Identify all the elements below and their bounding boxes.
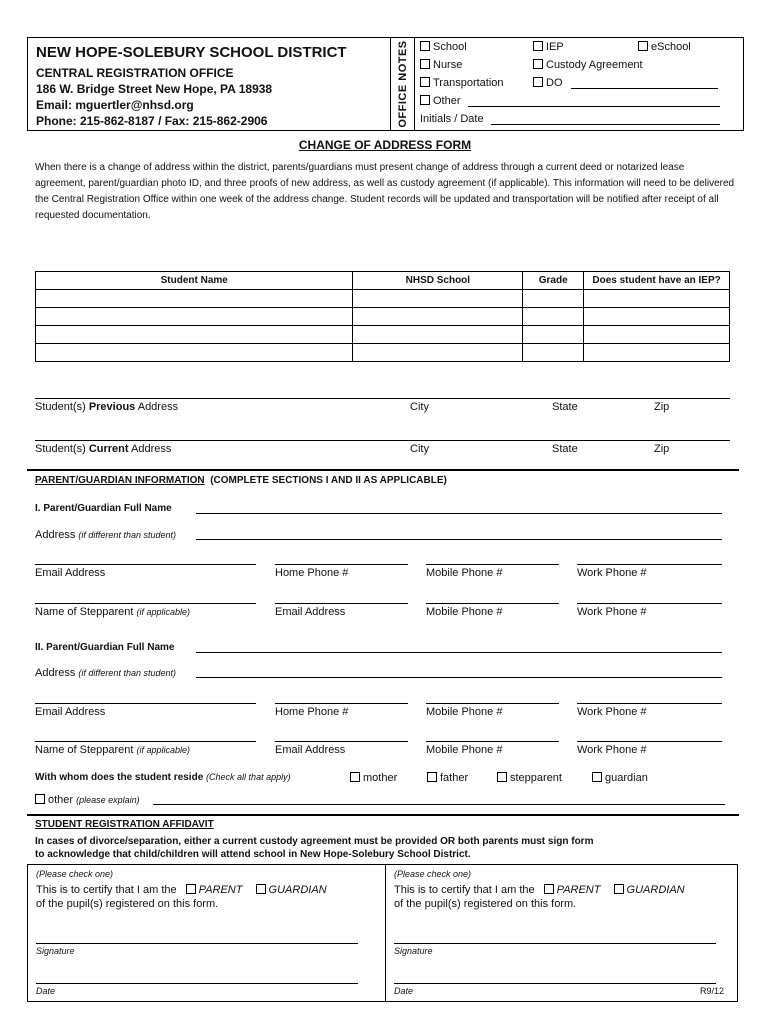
s1-home-line[interactable] [275, 564, 408, 565]
left-check-note: (Please check one) [36, 869, 114, 879]
s2-step-work-label: Work Phone # [577, 744, 647, 756]
checkbox[interactable] [544, 884, 554, 894]
left-guardian-option[interactable]: GUARDIAN [256, 884, 327, 896]
current-address-line[interactable] [35, 440, 730, 441]
reside-father[interactable]: father [427, 772, 468, 784]
office-address: 186 W. Bridge Street New Hope, PA 18938 [36, 82, 273, 96]
s2-work-line[interactable] [577, 703, 722, 704]
initials-line[interactable] [491, 124, 720, 125]
right-of-pupils: of the pupil(s) registered on this form. [394, 898, 577, 910]
s1-step-label: Name of Stepparent (if applicable) [35, 606, 191, 618]
s2-step-line[interactable] [35, 741, 256, 742]
s1-step-work-line[interactable] [577, 603, 722, 604]
s1-home-label: Home Phone # [275, 567, 349, 579]
reside-stepparent[interactable]: stepparent [497, 772, 562, 784]
checkbox[interactable] [497, 772, 507, 782]
s2-step-email-line[interactable] [275, 741, 408, 742]
s1-step-email-label: Email Address [275, 606, 346, 618]
other-line[interactable] [468, 106, 720, 107]
s1-mobile-line[interactable] [426, 564, 559, 565]
checkbox[interactable] [638, 41, 648, 51]
s2-work-label: Work Phone # [577, 706, 647, 718]
s2-email-line[interactable] [35, 703, 256, 704]
office-email: Email: mguertler@nhsd.org [36, 98, 194, 112]
header-box [27, 37, 744, 131]
checkbox[interactable] [256, 884, 266, 894]
form-title: CHANGE OF ADDRESS FORM [298, 138, 472, 152]
current-address-label: Student(s) Current Address [35, 443, 172, 455]
office-notes-label: OFFICE NOTES [391, 38, 415, 130]
student-table [35, 271, 730, 362]
left-certify: This is to certify that I am the PARENT GUARDIAN [36, 884, 327, 896]
left-of-pupils: of the pupil(s) registered on this form. [36, 898, 219, 910]
s2-step-work-line[interactable] [577, 741, 722, 742]
section2-address-line[interactable] [196, 677, 722, 678]
s2-step-email-label: Email Address [275, 744, 346, 756]
notes-other[interactable]: Other [420, 95, 461, 107]
notes-transportation[interactable]: Transportation [420, 77, 504, 89]
notes-iep[interactable]: IEP [533, 41, 564, 53]
checkbox[interactable] [592, 772, 602, 782]
checkbox[interactable] [427, 772, 437, 782]
s1-mobile-label: Mobile Phone # [426, 567, 503, 579]
notes-nurse[interactable]: Nurse [420, 59, 462, 71]
notes-initials: Initials / Date [420, 113, 484, 125]
parent-heading: PARENT/GUARDIAN INFORMATION (COMPLETE SECTIONS I AND II AS APPLICABLE) [35, 475, 447, 486]
right-date-line[interactable] [394, 983, 716, 984]
right-signature-line[interactable] [394, 943, 716, 944]
s2-step-label: Name of Stepparent (if applicable) [35, 744, 191, 756]
reside-mother[interactable]: mother [350, 772, 397, 784]
notes-do[interactable]: DO [533, 77, 563, 89]
left-parent-option[interactable]: PARENT [186, 884, 243, 896]
reside-other[interactable]: other (please explain) [35, 794, 140, 806]
s2-step-mobile-line[interactable] [426, 741, 559, 742]
section-divider [27, 469, 739, 471]
previous-state-label: State [552, 401, 578, 413]
left-date-label: Date [36, 986, 56, 996]
table-row[interactable] [36, 290, 730, 308]
intro-paragraph: When there is a change of address within the district, parents/guardians must present change of address through a current deed or notarized lease agreement, parent/guardian photo ID, and three proofs of new address, as well as custody agreement (if applicable). This information will need to be delivered the Central Registration Office within one week of the address change. Student records will be updated and transportation will be notified after receipt of all requested documentation. [35, 162, 735, 221]
s2-mobile-line[interactable] [426, 703, 559, 704]
office-phone: Phone: 215-862-8187 / Fax: 215-862-2906 [36, 114, 268, 128]
district-name: NEW HOPE-SOLEBURY SCHOOL DISTRICT [36, 44, 347, 61]
section1-name-line[interactable] [196, 513, 722, 514]
right-check-note: (Please check one) [394, 869, 472, 879]
checkbox[interactable] [186, 884, 196, 894]
checkbox[interactable] [533, 77, 543, 87]
right-parent-option[interactable]: PARENT [544, 884, 601, 896]
checkbox[interactable] [614, 884, 624, 894]
col-nhsd-school: NHSD School [353, 272, 523, 290]
current-zip-label: Zip [654, 443, 670, 455]
right-certify: This is to certify that I am the PARENT GUARDIAN [394, 884, 685, 896]
affidavit-heading: STUDENT REGISTRATION AFFIDAVIT [35, 819, 214, 830]
affidavit-line1: In cases of divorce/separation, either a current custody agreement must be provided OR both parents must sign form [35, 836, 594, 847]
checkbox[interactable] [420, 59, 430, 69]
s1-step-mobile-label: Mobile Phone # [426, 606, 503, 618]
s2-mobile-label: Mobile Phone # [426, 706, 503, 718]
s2-email-label: Email Address [35, 706, 106, 718]
current-city-label: City [410, 443, 429, 455]
s1-step-line[interactable] [35, 603, 256, 604]
reside-guardian[interactable]: guardian [592, 772, 648, 784]
checkbox[interactable] [420, 95, 430, 105]
checkbox[interactable] [420, 41, 430, 51]
col-student-name: Student Name [36, 272, 353, 290]
s1-step-email-line[interactable] [275, 603, 408, 604]
notes-custody[interactable]: Custody Agreement [533, 59, 643, 71]
s2-step-mobile-label: Mobile Phone # [426, 744, 503, 756]
checkbox[interactable] [35, 794, 45, 804]
s1-step-work-label: Work Phone # [577, 606, 647, 618]
section2-label: II. Parent/Guardian Full Name [35, 642, 175, 653]
previous-address-label: Student(s) Previous Address [35, 401, 179, 413]
checkbox[interactable] [350, 772, 360, 782]
other-explain-line[interactable] [153, 804, 725, 805]
right-date-label: Date [394, 986, 414, 996]
col-grade: Grade [523, 272, 584, 290]
do-line[interactable] [571, 88, 718, 89]
section1-address-label: Address (if different than student) [35, 529, 176, 541]
notes-school[interactable]: School [420, 41, 467, 53]
notes-eschool[interactable]: eSchool [638, 41, 691, 53]
s2-home-label: Home Phone # [275, 706, 349, 718]
previous-zip-label: Zip [654, 401, 670, 413]
signature-box [27, 864, 738, 1002]
section1-address-line[interactable] [196, 539, 722, 540]
left-signature-label: Signature [36, 946, 75, 956]
previous-city-label: City [410, 401, 429, 413]
checkbox[interactable] [420, 77, 430, 87]
office-name: CENTRAL REGISTRATION OFFICE [36, 66, 234, 80]
right-signature-label: Signature [394, 946, 433, 956]
district-info [28, 38, 391, 130]
section1-label: I. Parent/Guardian Full Name [35, 503, 172, 514]
s1-work-line[interactable] [577, 564, 722, 565]
affidavit-line2: to acknowledge that child/children will attend school in New Hope-Solebury School District. [35, 849, 471, 860]
col-iep: Does student have an IEP? [584, 272, 730, 290]
affidavit-divider [27, 814, 739, 816]
left-date-line[interactable] [36, 983, 358, 984]
s1-work-label: Work Phone # [577, 567, 647, 579]
right-guardian-option[interactable]: GUARDIAN [614, 884, 685, 896]
checkbox[interactable] [533, 59, 543, 69]
checkbox[interactable] [533, 41, 543, 51]
section2-name-line[interactable] [196, 652, 722, 653]
table-row[interactable] [36, 326, 730, 344]
s1-step-mobile-line[interactable] [426, 603, 559, 604]
signature-divider [385, 865, 386, 1001]
s1-email-line[interactable] [35, 564, 256, 565]
table-header-row [36, 272, 730, 290]
reside-label: With whom does the student reside (Check all that apply) [35, 772, 291, 783]
revision-code: R9/12 [700, 986, 725, 996]
previous-address-line[interactable] [35, 398, 730, 399]
s1-email-label: Email Address [35, 567, 106, 579]
section2-address-label: Address (if different than student) [35, 667, 176, 679]
current-state-label: State [552, 443, 578, 455]
table-row[interactable] [36, 308, 730, 326]
left-signature-line[interactable] [36, 943, 358, 944]
s2-home-line[interactable] [275, 703, 408, 704]
table-row[interactable] [36, 344, 730, 362]
